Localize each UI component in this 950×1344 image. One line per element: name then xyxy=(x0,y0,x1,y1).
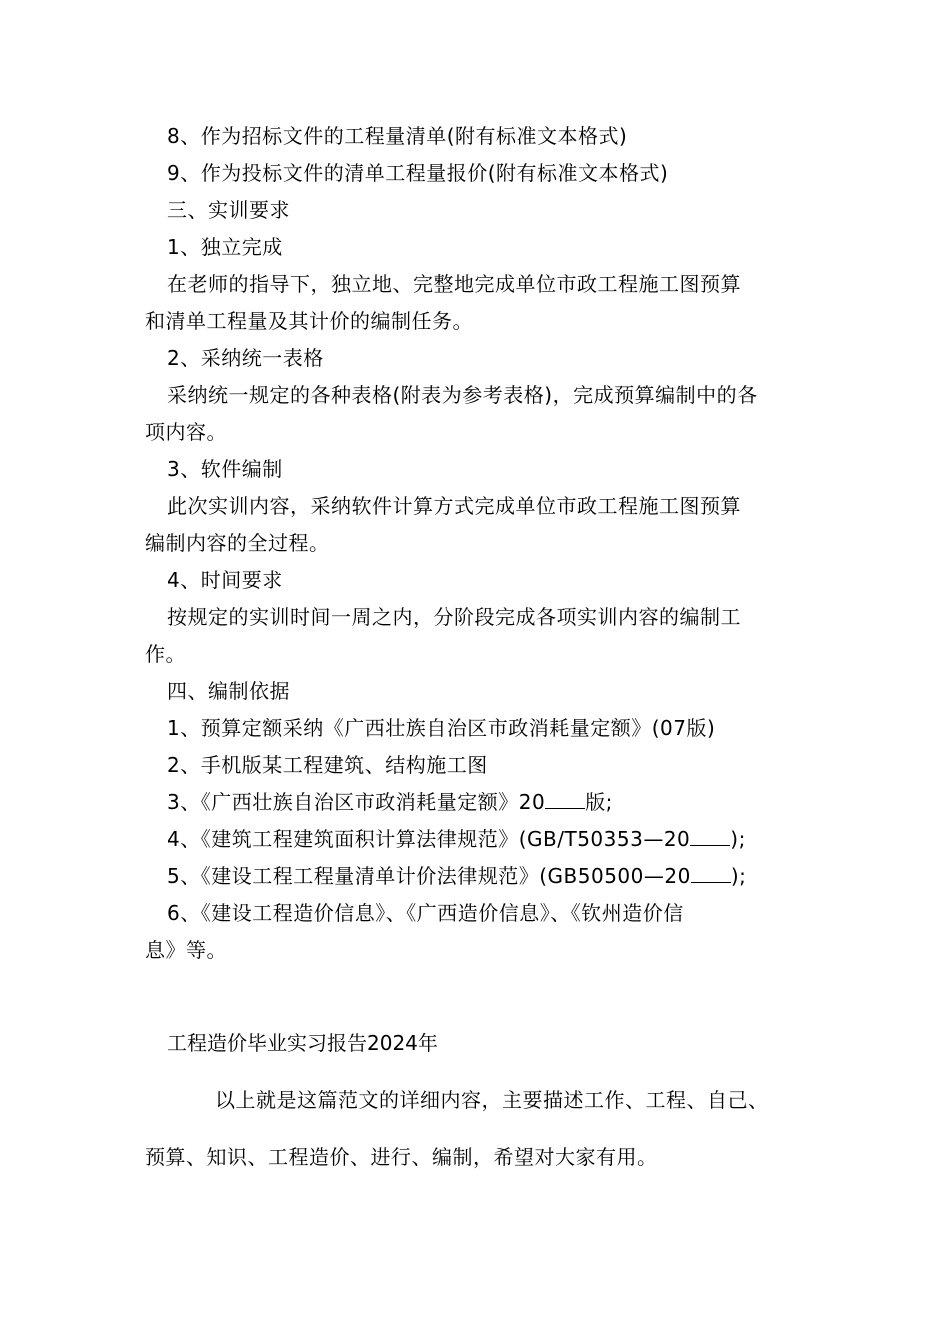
line-text: 采纳统一规定的各种表格(附表为参考表格)，完成预算编制中的各 xyxy=(167,383,758,407)
line-text: 3、软件编制 xyxy=(167,457,283,481)
paragraph-line xyxy=(145,414,825,451)
document-body xyxy=(145,118,825,1176)
footer-title-text: 工程造价毕业实习报告2024年 xyxy=(167,1031,438,1055)
blank-underline xyxy=(545,788,585,809)
line-text: 4、时间要求 xyxy=(167,568,283,592)
line-text: 此次实训内容，采纳软件计算方式完成单位市政工程施工图预算 xyxy=(167,494,741,518)
line-text: 编制内容的全过程。 xyxy=(145,531,330,555)
line-text: 和清单工程量及其计价的编制任务。 xyxy=(145,309,473,333)
paragraph-line xyxy=(145,303,825,340)
line-text: ); xyxy=(730,864,747,888)
line-text: 3、《广西壮族自治区市政消耗量定额》20 xyxy=(167,790,546,814)
line-text: 作。 xyxy=(145,642,186,666)
subheading-4 xyxy=(145,562,825,599)
basis-item-6 xyxy=(145,895,825,932)
basis-item-2 xyxy=(145,747,825,784)
blank-underline xyxy=(691,862,731,883)
list-item-9 xyxy=(145,155,825,192)
line-text: 在老师的指导下，独立地、完整地完成单位市政工程施工图预算 xyxy=(167,272,741,296)
summary-text: 预算、知识、工程造价、进行、编制，希望对大家有用。 xyxy=(145,1145,658,1169)
basis-item-5 xyxy=(145,858,825,895)
paragraph-line xyxy=(145,266,825,303)
footer-title xyxy=(145,1025,825,1062)
line-text: 4、《建筑工程建筑面积计算法律规范》(GB/T50353—20 xyxy=(167,827,691,851)
paragraph-line xyxy=(145,636,825,673)
heading-text: 四、编制依据 xyxy=(167,679,290,703)
section-heading-4 xyxy=(145,673,825,710)
line-text: 9、作为投标文件的清单工程量报价(附有标准文本格式) xyxy=(167,161,669,185)
blank-underline xyxy=(690,825,730,846)
paragraph-line xyxy=(145,488,825,525)
list-item-8 xyxy=(145,118,825,155)
basis-item-4 xyxy=(145,821,825,858)
paragraph-line xyxy=(145,377,825,414)
summary-line xyxy=(145,1139,825,1176)
line-text: 1、独立完成 xyxy=(167,235,283,259)
summary-text: 以上就是这篇范文的详细内容，主要描述工作、工程、自己、 xyxy=(215,1088,769,1112)
paragraph-line xyxy=(145,932,825,969)
paragraph-line xyxy=(145,599,825,636)
line-text: 版; xyxy=(585,790,613,814)
section-heading-3 xyxy=(145,192,825,229)
line-text: 按规定的实训时间一周之内，分阶段完成各项实训内容的编制工 xyxy=(167,605,741,629)
line-text: 2、手机版某工程建筑、结构施工图 xyxy=(167,753,488,777)
subheading-3 xyxy=(145,451,825,488)
subheading-2 xyxy=(145,340,825,377)
summary-line xyxy=(145,1082,825,1119)
basis-item-1 xyxy=(145,710,825,747)
line-text: 8、作为招标文件的工程量清单(附有标准文本格式) xyxy=(167,124,628,148)
line-text: 项内容。 xyxy=(145,420,227,444)
line-text: 息》等。 xyxy=(145,938,227,962)
line-text: 2、采纳统一表格 xyxy=(167,346,324,370)
spacer xyxy=(145,969,825,1005)
basis-item-3 xyxy=(145,784,825,821)
heading-text: 三、实训要求 xyxy=(167,198,290,222)
line-text: ); xyxy=(730,827,746,851)
subheading-1 xyxy=(145,229,825,266)
paragraph-line xyxy=(145,525,825,562)
line-text: 6、《建设工程造价信息》、《广西造价信息》、《钦州造价信 xyxy=(167,901,684,925)
line-text: 1、预算定额采纳《广西壮族自治区市政消耗量定额》(07版) xyxy=(167,716,716,740)
line-text: 5、《建设工程工程量清单计价法律规范》(GB50500—20 xyxy=(167,864,691,888)
